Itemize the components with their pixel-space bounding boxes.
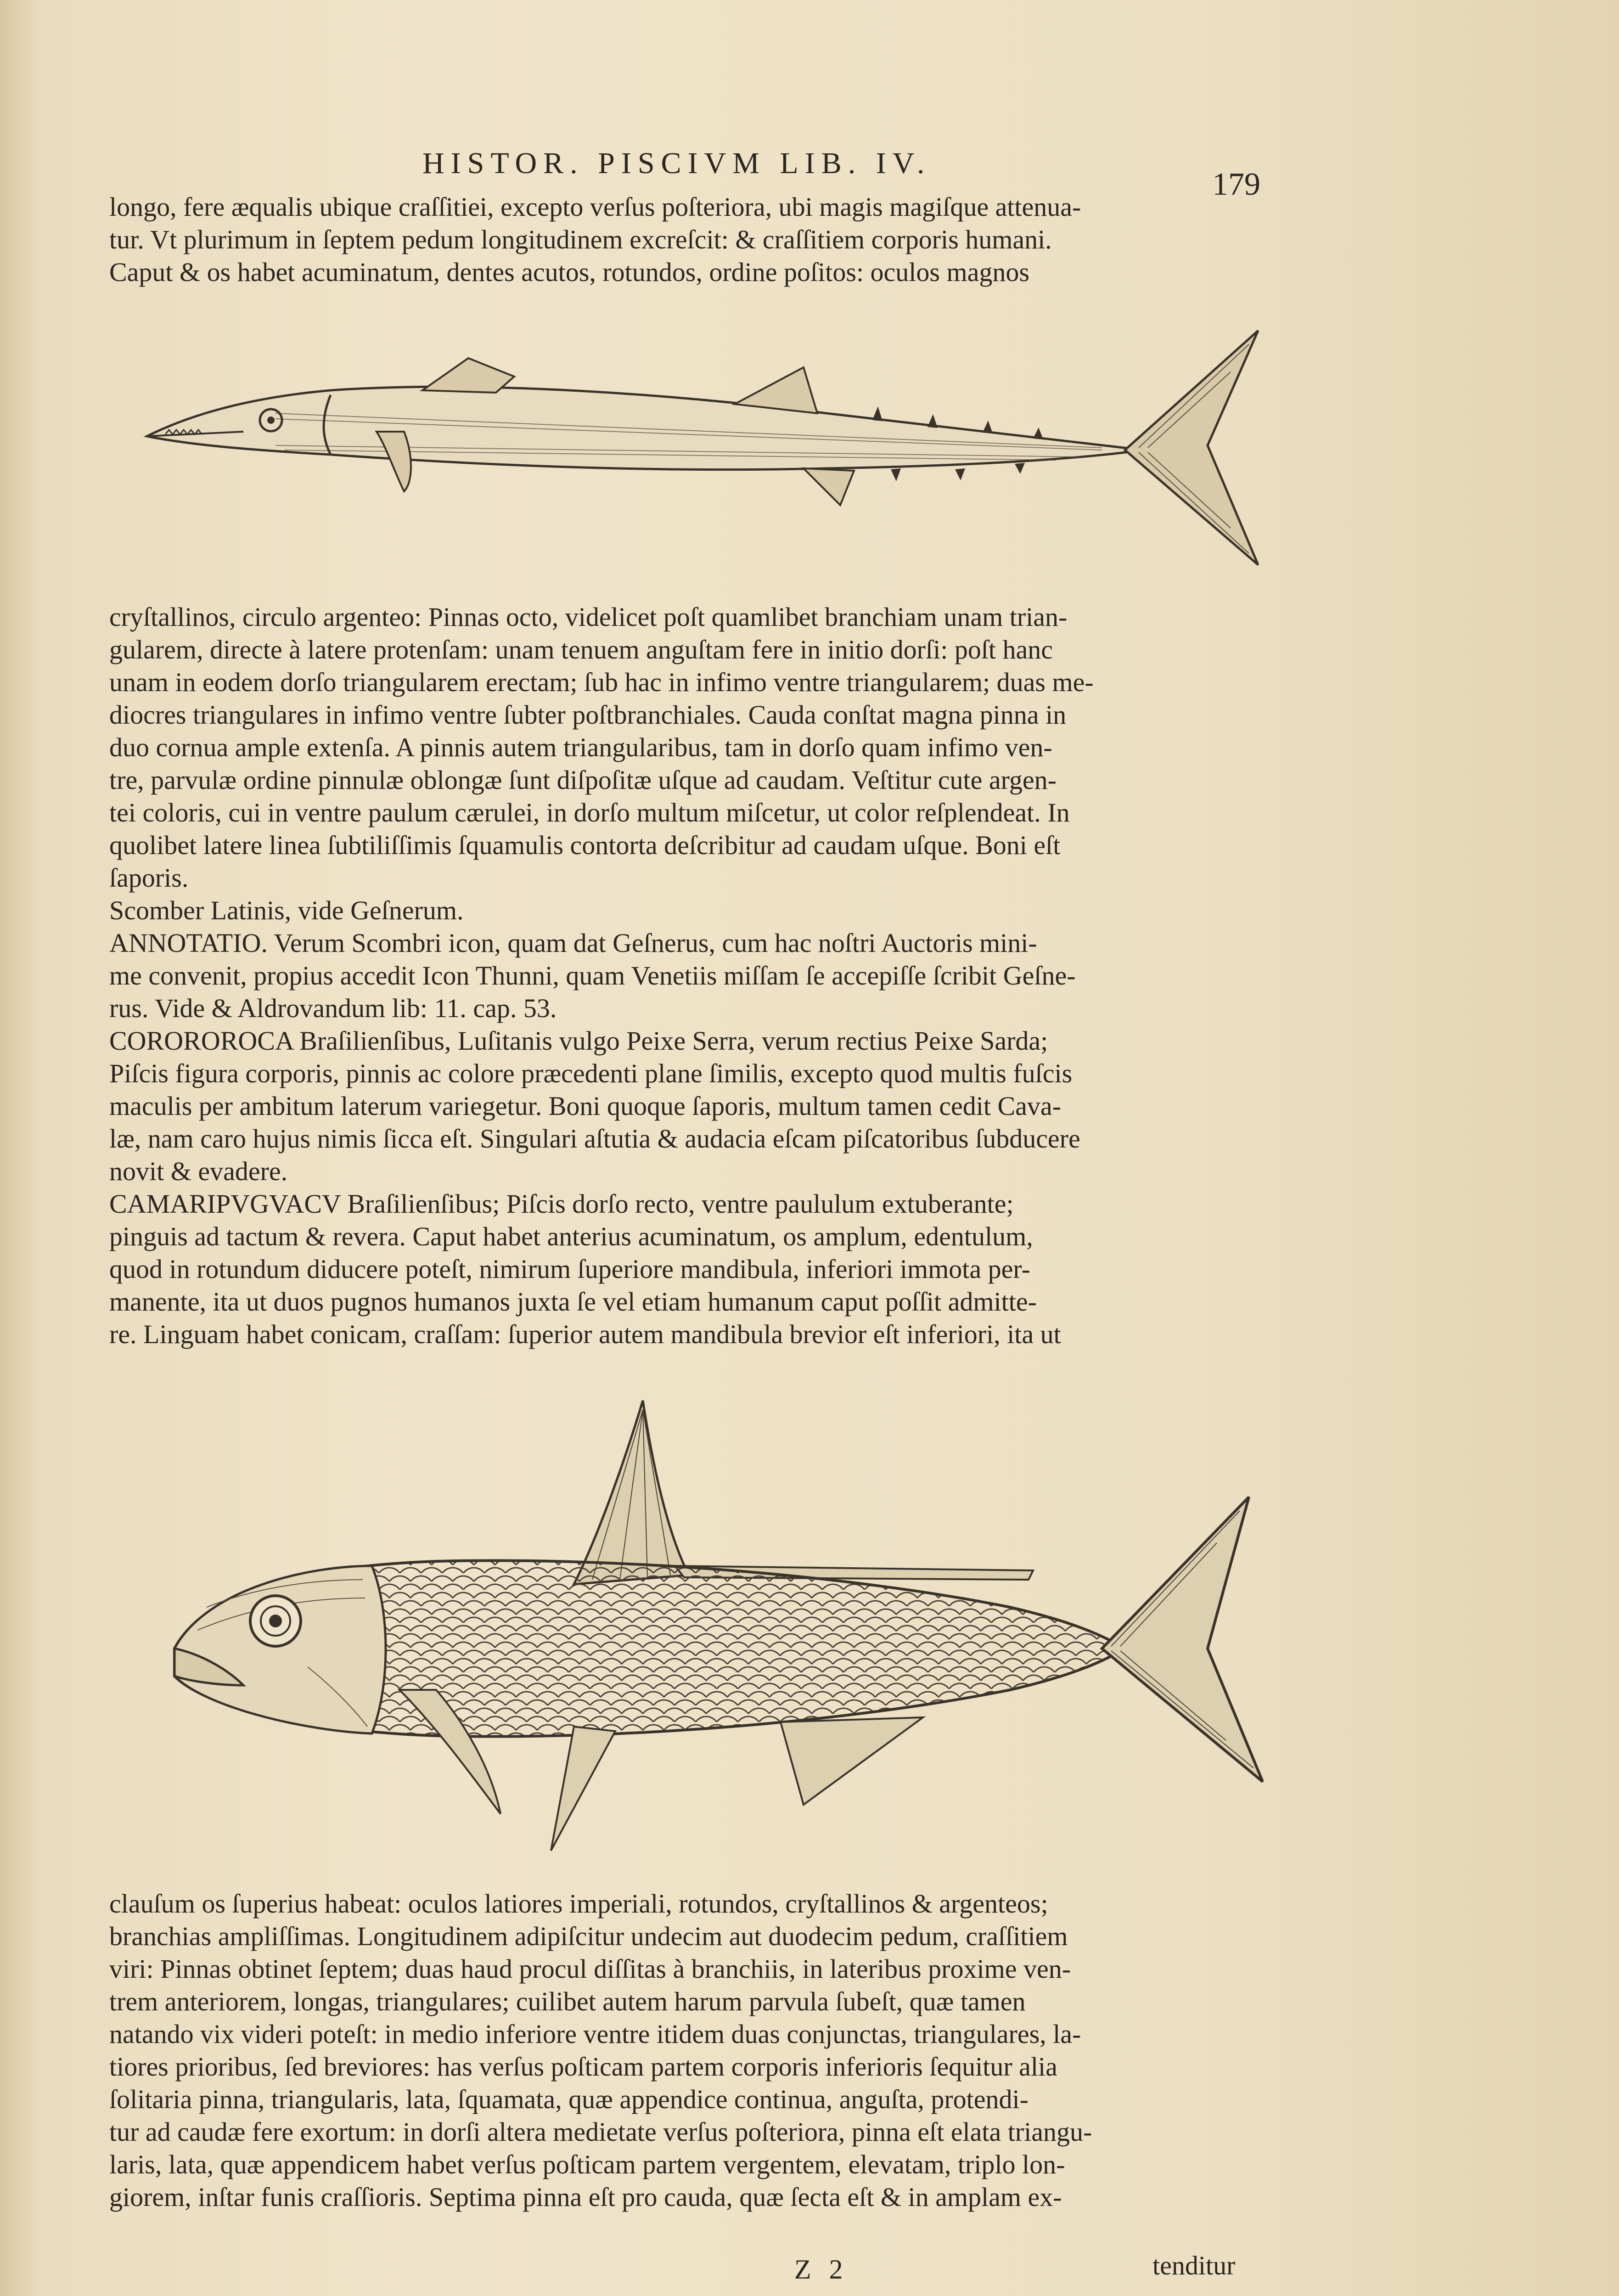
text-line: viri: Pinnas obtinet ſeptem; duas haud procul diſſitas à branchiis, in lateribus proxime ven- <box>109 1954 1071 1984</box>
running-head: HISTOR. PISCIVM LIB. IV. <box>422 146 931 180</box>
text-line: re. Linguam habet conicam, craſſam: ſuperior autem mandibula brevior eſt inferiori, ita ut <box>109 1319 1061 1349</box>
slender-fish-icon <box>138 298 1267 592</box>
text-line: quolibet latere linea ſubtiliſſimis ſquamulis contorta deſcribitur ad caudam uſque. Boni eſt <box>109 830 1061 860</box>
text-line: clauſum os ſuperius habeat: oculos latiores imperiali, rotundos, cryſtallinos & argenteos; <box>109 1889 1048 1919</box>
fish-illustration-scaled <box>115 1391 1272 1869</box>
text-line: Caput & os habet acuminatum, dentes acutos, rotundos, ordine poſitos: oculos magnos <box>109 257 1029 287</box>
text-line: ANNOTATIO. Verum Scombri icon, quam dat Geſnerus, cum hac noſtri Auctoris mini- <box>109 928 1037 958</box>
text-line: diocres triangulares in infimo ventre ſubter poſtbranchiales. Cauda conſtat magna pinna in <box>109 700 1067 730</box>
text-line: tur ad caudæ fere exortum: in dorſi altera medietate verſus poſteriora, pinna eſt elata triangu- <box>109 2117 1092 2147</box>
text-line: novit & evadere. <box>109 1156 288 1186</box>
text-line: me convenit, propius accedit Icon Thunni, quam Venetiis miſſam ſe accepiſſe ſcribit Geſne- <box>109 961 1076 990</box>
text-line: unam in eodem dorſo triangularem erectam; ſub hac in infimo ventre triangularem; duas me- <box>109 667 1094 697</box>
text-line: tur. Vt plurimum in ſeptem pedum longitudinem excreſcit: & craſſitiem corporis humani. <box>109 225 1052 254</box>
text-block-middle <box>109 601 1266 1351</box>
text-block-top <box>109 191 1266 288</box>
text-block-bottom <box>109 1887 1266 2213</box>
text-line: Scomber Latinis, vide Geſnerum. <box>109 895 464 925</box>
text-line: Piſcis figura corporis, pinnis ac colore præcedenti plane ſimilis, excepto quod multis fuſcis <box>109 1058 1073 1088</box>
text-line: branchias ampliſſimas. Longitudinem adipiſcitur undecim aut duodecim pedum, craſſitiem <box>109 1921 1068 1951</box>
text-line: ſolitaria pinna, triangularis, lata, ſquamata, quæ appendice continua, anguſta, protendi- <box>109 2084 1029 2114</box>
text-line: longo, fere æqualis ubique craſſitiei, excepto verſus poſteriora, ubi magis magiſque attenua- <box>109 192 1081 222</box>
signature-mark: Z 2 <box>794 2254 849 2285</box>
text-line: læ, nam caro hujus nimis ſicca eſt. Singulari aſtutia & audacia eſcam piſcatoribus ſubducere <box>109 1124 1080 1154</box>
text-line: pinguis ad tactum & revera. Caput habet anterius acuminatum, os amplum, edentulum, <box>109 1221 1033 1251</box>
text-line: giorem, inſtar funis craſſioris. Septima pinna eſt pro cauda, quæ ſecta eſt & in amplam ex- <box>109 2182 1062 2212</box>
fish-illustration-slender <box>138 298 1267 592</box>
text-line: trem anteriorem, longas, triangulares; cuilibet autem harum parvula ſubeſt, quæ tamen <box>109 1986 1026 2016</box>
catchword: tenditur <box>1152 2251 1236 2280</box>
text-line: COROROROCA Braſilienſibus, Luſitanis vulgo Peixe Serra, verum rectius Peixe Sarda; <box>109 1026 1048 1056</box>
text-line: laris, lata, quæ appendicem habet verſus poſticam partem vergentem, elevatam, triplo lon- <box>109 2150 1065 2179</box>
text-line: manente, ita ut duos pugnos humanos juxta ſe vel etiam humanum caput poſſit admitte- <box>109 1287 1037 1317</box>
page-number: 179 <box>1212 167 1260 202</box>
text-line: ſaporis. <box>109 863 189 893</box>
text-line: cryſtallinos, circulo argenteo: Pinnas octo, videlicet poſt quamlibet branchiam unam trian- <box>109 602 1068 632</box>
text-line: CAMARIPVGVACV Braſilienſibus; Piſcis dorſo recto, ventre paululum extuberante; <box>109 1189 1014 1219</box>
text-line: quod in rotundum diducere poteſt, nimirum ſuperiore mandibula, inferiori immota per- <box>109 1254 1030 1284</box>
text-line: maculis per ambitum laterum variegetur. Boni quoque ſaporis, multum tamen cedit Cava- <box>109 1091 1061 1121</box>
text-line: tre, parvulæ ordine pinnulæ oblongæ ſunt diſpoſitæ uſque ad caudam. Veſtitur cute argen- <box>109 765 1057 795</box>
text-line: duo cornua ample extenſa. A pinnis autem triangularibus, tam in dorſo quam infimo ven- <box>109 732 1052 762</box>
text-line: natando vix videri poteſt: in medio inferiore ventre itidem duas conjunctas, triangulares, la- <box>109 2019 1081 2049</box>
text-line: tei coloris, cui in ventre paulum cærulei, in dorſo multum miſcetur, ut color reſplendeat. In <box>109 798 1070 827</box>
scaled-fish-icon <box>115 1391 1272 1869</box>
text-line: rus. Vide & Aldrovandum lib: 11. cap. 53. <box>109 993 557 1023</box>
text-line: tiores prioribus, ſed breviores: has verſus poſticam partem corporis inferioris ſequitur alia <box>109 2052 1057 2082</box>
text-line: gularem, directe à latere protenſam: unam tenuem anguſtam fere in initio dorſi: poſt hanc <box>109 635 1053 664</box>
